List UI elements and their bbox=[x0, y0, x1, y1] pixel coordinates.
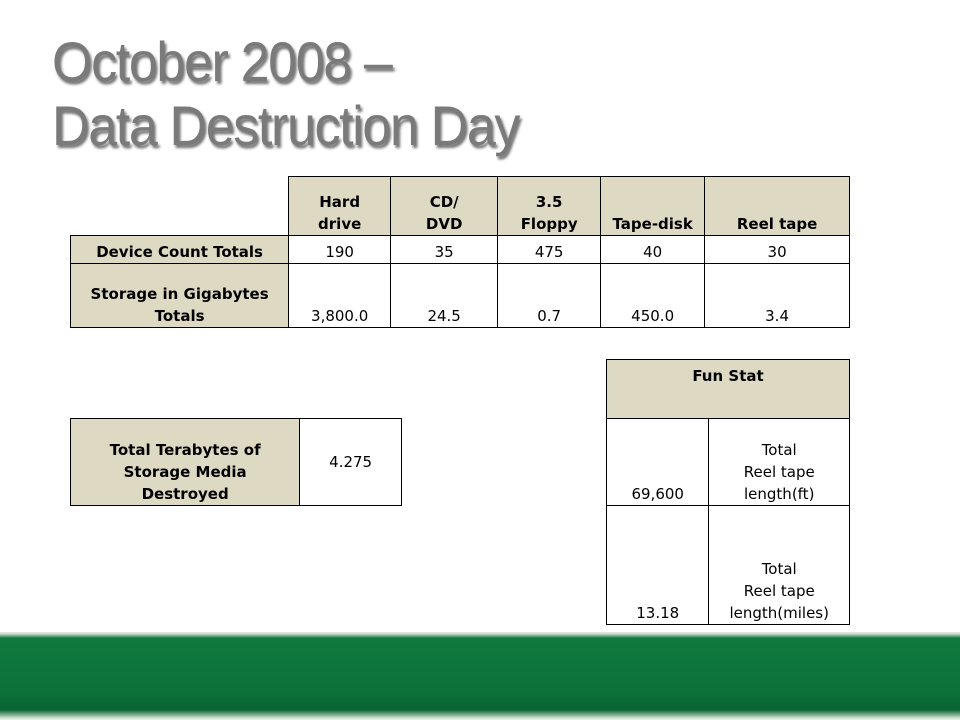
total-terabytes-table bbox=[70, 418, 402, 506]
table-row bbox=[71, 264, 850, 328]
table-cell: 30 bbox=[705, 236, 850, 264]
column-header-cd-dvd: CD/ DVD bbox=[391, 177, 498, 236]
column-header-floppy: 3.5 Floppy bbox=[498, 177, 601, 236]
fun-stat-header: Fun Stat bbox=[607, 360, 850, 419]
table-cell: 0.7 bbox=[498, 264, 601, 328]
fun-stat-value-miles: 13.18 bbox=[607, 506, 709, 625]
table-cell: 450.0 bbox=[601, 264, 705, 328]
table-corner bbox=[71, 177, 289, 236]
table-cell: 3.4 bbox=[705, 264, 850, 328]
table-cell: 40 bbox=[601, 236, 705, 264]
table-row bbox=[607, 419, 850, 506]
fun-stat-table bbox=[606, 359, 850, 625]
title-line-2: Data Destruction Day bbox=[52, 94, 520, 157]
title-line-1: October 2008 – bbox=[52, 30, 392, 93]
table-cell: 24.5 bbox=[391, 264, 498, 328]
column-header-reel-tape: Reel tape bbox=[705, 177, 850, 236]
table-row bbox=[607, 506, 850, 625]
table-cell: 475 bbox=[498, 236, 601, 264]
table-cell: 190 bbox=[289, 236, 391, 264]
table-cell: 3,800.0 bbox=[289, 264, 391, 328]
table-cell: 35 bbox=[391, 236, 498, 264]
row-label-storage-gb: Storage in Gigabytes Totals bbox=[71, 264, 289, 328]
device-totals-table bbox=[70, 176, 850, 328]
fun-stat-value-ft: 69,600 bbox=[607, 419, 709, 506]
total-terabytes-label: Total Terabytes of Storage Media Destroyed bbox=[71, 419, 300, 506]
column-header-hard-drive: Hard drive bbox=[289, 177, 391, 236]
page-title bbox=[52, 30, 519, 158]
row-label-device-count: Device Count Totals bbox=[71, 236, 289, 264]
total-terabytes-value: 4.275 bbox=[300, 419, 402, 506]
table-row bbox=[71, 236, 850, 264]
footer-bar bbox=[0, 632, 960, 720]
fun-stat-desc-ft: Total Reel tape length(ft) bbox=[709, 419, 850, 506]
column-header-tape-disk: Tape-disk bbox=[601, 177, 705, 236]
fun-stat-desc-miles: Total Reel tape length(miles) bbox=[709, 506, 850, 625]
